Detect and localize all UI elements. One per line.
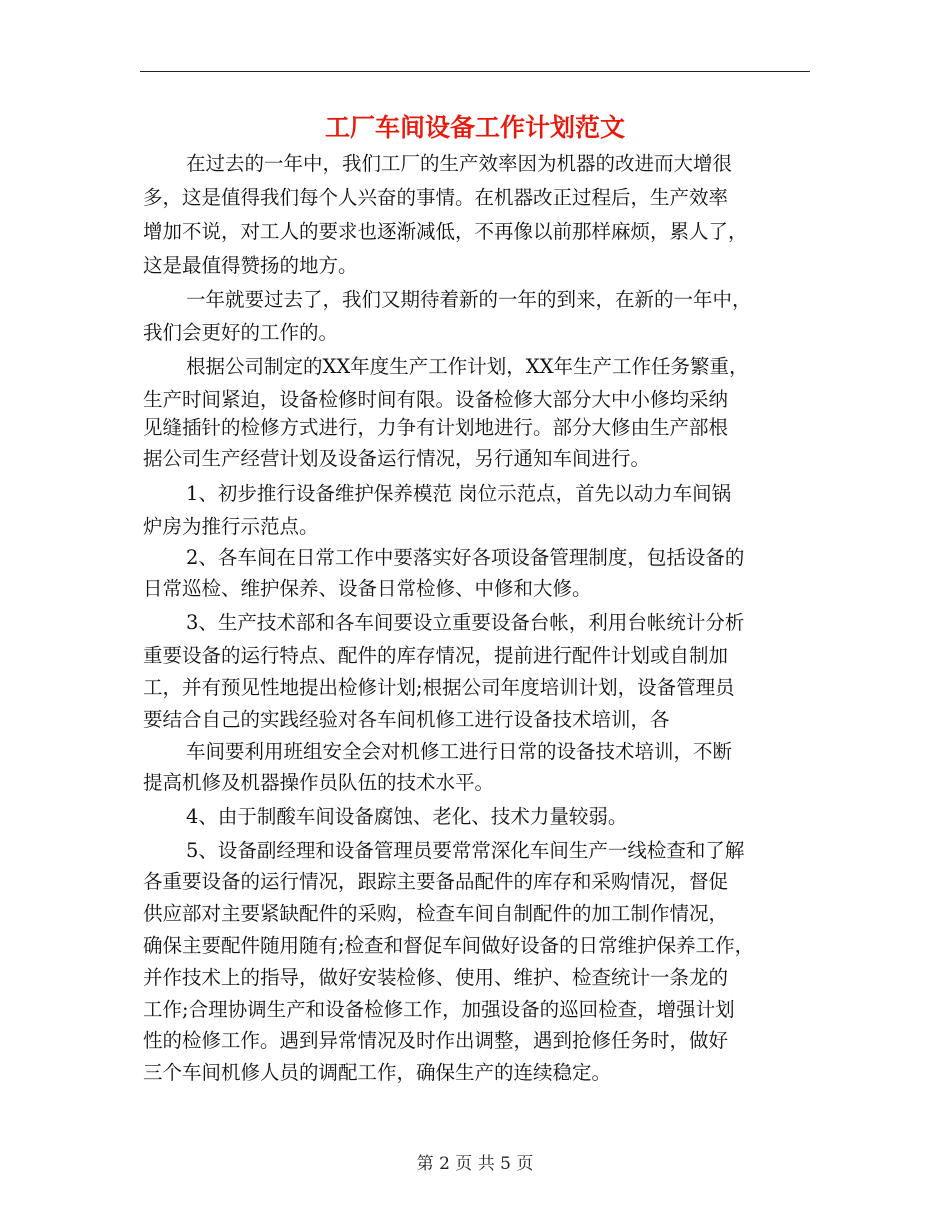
- body-line: 根据公司制定的XX年度生产工作计划，XX年生产工作任务繁重，: [186, 355, 749, 378]
- body-line: 并作技术上的指导，做好安装检修、使用、维护、检查统计一条龙的: [143, 966, 729, 989]
- body-line: 1、初步推行设备维护保养模范 岗位示范点，首先以动力车间锅: [186, 482, 732, 505]
- body-line: 炉房为推行示范点。: [143, 515, 319, 538]
- body-line: 提高机修及机器操作员队伍的技术水平。: [143, 771, 495, 794]
- body-line: 重要设备的运行特点、配件的库存情况，提前进行配件计划或自制加: [143, 644, 729, 667]
- body-line: 生产时间紧迫，设备检修时间有限。设备检修大部分大中小修均采纳: [143, 388, 729, 411]
- body-line: 车间要利用班组安全会对机修工进行日常的设备技术培训，不断: [186, 740, 733, 763]
- body-line: 多，这是值得我们每个人兴奋的事情。在机器改正过程后，生产效率: [143, 186, 729, 209]
- body-line: 三个车间机修人员的调配工作，确保生产的连续稳定。: [143, 1061, 612, 1084]
- body-line: 这是最值得赞扬的地方。: [143, 254, 358, 277]
- page-number: 第 2 页 共 5 页: [416, 1154, 534, 1174]
- body-line: 据公司生产经营计划及设备运行情况，另行通知车间进行。: [143, 447, 651, 470]
- document-title: 工厂车间设备工作计划范文: [324, 113, 625, 142]
- body-line: 2、各车间在日常工作中要落实好各项设备管理制度，包括设备的: [186, 546, 745, 569]
- body-line: 5、设备副经理和设备管理员要常常深化车间生产一线检查和了解: [186, 839, 745, 862]
- body-line: 确保主要配件随用随有;检查和督促车间做好设备的日常维护保养工作，: [143, 934, 755, 957]
- body-line: 一年就要过去了，我们又期待着新的一年的到来，在新的一年中，: [186, 288, 752, 311]
- body-line: 各重要设备的运行情况，跟踪主要备品配件的库存和采购情况，督促: [143, 870, 729, 893]
- body-line: 供应部对主要紧缺配件的采购，检查车间自制配件的加工制作情况，: [143, 902, 729, 925]
- body-line: 在过去的一年中，我们工厂的生产效率因为机器的改进而大增很: [186, 152, 733, 175]
- body-line: 3、生产技术部和各车间要设立重要设备台帐，利用台帐统计分析: [186, 611, 745, 634]
- body-line: 工，并有预见性地提出检修计划;根据公司年度培训计划，设备管理员: [143, 676, 735, 699]
- body-line: 增加不说，对工人的要求也逐渐减低，不再像以前那样麻烦，累人了，: [143, 220, 748, 243]
- body-line: 日常巡检、维护保养、设备日常检修、中修和大修。: [143, 577, 592, 600]
- body-line: 4、由于制酸车间设备腐蚀、老化、技术力量较弱。: [186, 805, 628, 828]
- header-rule: [140, 71, 810, 72]
- body-line: 见缝插针的检修方式进行，力争有计划地进行。部分大修由生产部根: [143, 416, 729, 439]
- body-line: 性的检修工作。遇到异常情况及时作出调整，遇到抢修任务时，做好: [143, 1029, 729, 1052]
- body-line: 我们会更好的工作的。: [143, 321, 339, 344]
- body-line: 要结合自己的实践经验对各车间机修工进行设备技术培训，各: [143, 708, 670, 731]
- body-line: 工作;合理协调生产和设备检修工作，加强设备的巡回检查，增强计划: [143, 998, 735, 1021]
